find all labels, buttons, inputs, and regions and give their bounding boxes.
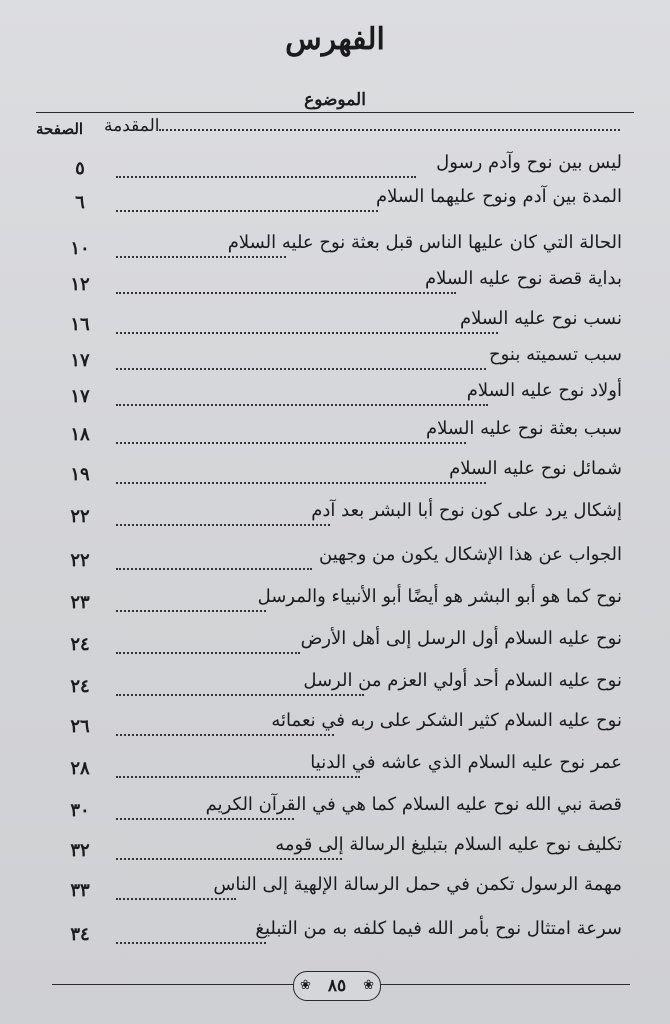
dot-leader bbox=[116, 818, 294, 820]
entry-page: ٦ bbox=[75, 192, 85, 213]
dot-leader bbox=[116, 292, 456, 294]
toc-entry bbox=[0, 308, 670, 348]
dot-leader bbox=[116, 942, 266, 944]
entry-page: ٢٣ bbox=[70, 592, 90, 613]
entry-page: ٢٨ bbox=[70, 758, 90, 779]
dot-leader bbox=[116, 568, 312, 570]
entry-title: أولاد نوح عليه السلام bbox=[466, 380, 622, 401]
toc-entry bbox=[0, 918, 670, 958]
dot-leader bbox=[116, 256, 286, 258]
dot-leader bbox=[116, 332, 498, 334]
toc-entry bbox=[0, 628, 670, 668]
dot-leader bbox=[116, 368, 486, 370]
entry-title: ليس بين نوح وآدم رسول bbox=[436, 152, 622, 173]
dot-leader bbox=[116, 524, 330, 526]
toc-entry bbox=[0, 586, 670, 626]
entry-title: عمر نوح عليه السلام الذي عاشه في الدنيا bbox=[310, 752, 622, 773]
entry-title: نسب نوح عليه السلام bbox=[459, 308, 622, 329]
dot-leader bbox=[159, 129, 620, 131]
dot-leader bbox=[116, 776, 360, 778]
entry-page: ٣٢ bbox=[70, 840, 90, 861]
entry-title: الحالة التي كان عليها الناس قبل بعثة نوح عليه السلام bbox=[227, 232, 622, 253]
toc-entry bbox=[0, 418, 670, 458]
dot-leader bbox=[116, 442, 466, 444]
page-number-badge: ❀ ٨٥ ❀ bbox=[293, 971, 381, 1001]
entry-page: ٣٤ bbox=[70, 924, 90, 945]
toc-entry bbox=[0, 710, 670, 750]
entry-title: تكليف نوح عليه السلام بتبليغ الرسالة إلى قومه bbox=[275, 834, 622, 855]
dot-leader bbox=[116, 482, 486, 484]
subject-column-header: الموضوع bbox=[304, 90, 366, 110]
entry-title: سبب بعثة نوح عليه السلام bbox=[426, 418, 622, 439]
page-column-header: الصفحة bbox=[36, 120, 84, 138]
dot-leader bbox=[116, 176, 416, 178]
entry-title: شمائل نوح عليه السلام bbox=[449, 458, 622, 479]
entry-title: سبب تسميته بنوح bbox=[489, 344, 622, 365]
toc-entry bbox=[0, 458, 670, 498]
entry-page: ١٧ bbox=[70, 386, 90, 407]
intro-label: المقدمة bbox=[104, 116, 160, 136]
entry-page: ٣٣ bbox=[70, 880, 90, 901]
dot-leader bbox=[116, 694, 364, 696]
toc-entry bbox=[0, 232, 670, 272]
entry-title: سرعة امتثال نوح بأمر الله فيما كلفه به من التبليغ bbox=[255, 918, 622, 939]
entry-title: الجواب عن هذا الإشكال يكون من وجهين bbox=[319, 544, 622, 565]
dot-leader bbox=[116, 858, 342, 860]
page-title: الفهرس bbox=[285, 22, 385, 57]
entry-page: ٢٤ bbox=[70, 634, 90, 655]
entry-page: ١٧ bbox=[70, 350, 90, 371]
entry-title: نوح عليه السلام أول الرسل إلى أهل الأرض bbox=[300, 628, 622, 649]
dot-leader bbox=[116, 734, 334, 736]
entry-page: ١٩ bbox=[70, 464, 90, 485]
entry-title: مهمة الرسول تكمن في حمل الرسالة الإلهية إلى الناس bbox=[213, 874, 622, 895]
toc-entry bbox=[0, 794, 670, 834]
entry-page: ٢٦ bbox=[70, 716, 90, 737]
dot-leader bbox=[116, 210, 378, 212]
entry-page: ١٨ bbox=[70, 424, 90, 445]
dot-leader bbox=[116, 404, 488, 406]
entry-title: نوح كما هو أبو البشر هو أيضًا أبو الأنبياء والمرسل bbox=[257, 586, 622, 607]
toc-entry bbox=[0, 500, 670, 540]
entry-title: نوح عليه السلام أحد أولي العزم من الرسل bbox=[303, 670, 622, 691]
entry-page: ٣٠ bbox=[70, 800, 90, 821]
entry-title: نوح عليه السلام كثير الشكر على ربه في نعمائه bbox=[271, 710, 622, 731]
entry-page: ٢٢ bbox=[70, 506, 90, 527]
header-rule bbox=[36, 112, 634, 113]
toc-entry bbox=[0, 268, 670, 308]
entry-page: ١٢ bbox=[70, 274, 90, 295]
entry-page: ١٦ bbox=[70, 314, 90, 335]
entry-page: ٥ bbox=[75, 158, 85, 179]
toc-entry bbox=[0, 752, 670, 792]
toc-entry bbox=[0, 544, 670, 584]
intro-entry bbox=[104, 116, 624, 136]
toc-entry bbox=[0, 670, 670, 710]
entry-title: قصة نبي الله نوح عليه السلام كما هي في القرآن الكريم bbox=[205, 794, 622, 815]
toc-entry bbox=[0, 834, 670, 874]
entry-page: ٢٤ bbox=[70, 676, 90, 697]
entry-title: بداية قصة نوح عليه السلام bbox=[424, 268, 622, 289]
entry-page: ١٠ bbox=[70, 238, 90, 259]
toc-entry bbox=[0, 380, 670, 420]
dot-leader bbox=[116, 898, 236, 900]
toc-entry bbox=[0, 874, 670, 914]
toc-entry bbox=[0, 344, 670, 384]
entry-page: ٢٢ bbox=[70, 550, 90, 571]
toc-entry bbox=[0, 186, 670, 226]
entry-title: المدة بين آدم ونوح عليهما السلام bbox=[375, 186, 622, 207]
dot-leader bbox=[116, 610, 266, 612]
dot-leader bbox=[116, 652, 300, 654]
entry-title: إشكال يرد على كون نوح أبا البشر بعد آدم bbox=[311, 500, 622, 521]
